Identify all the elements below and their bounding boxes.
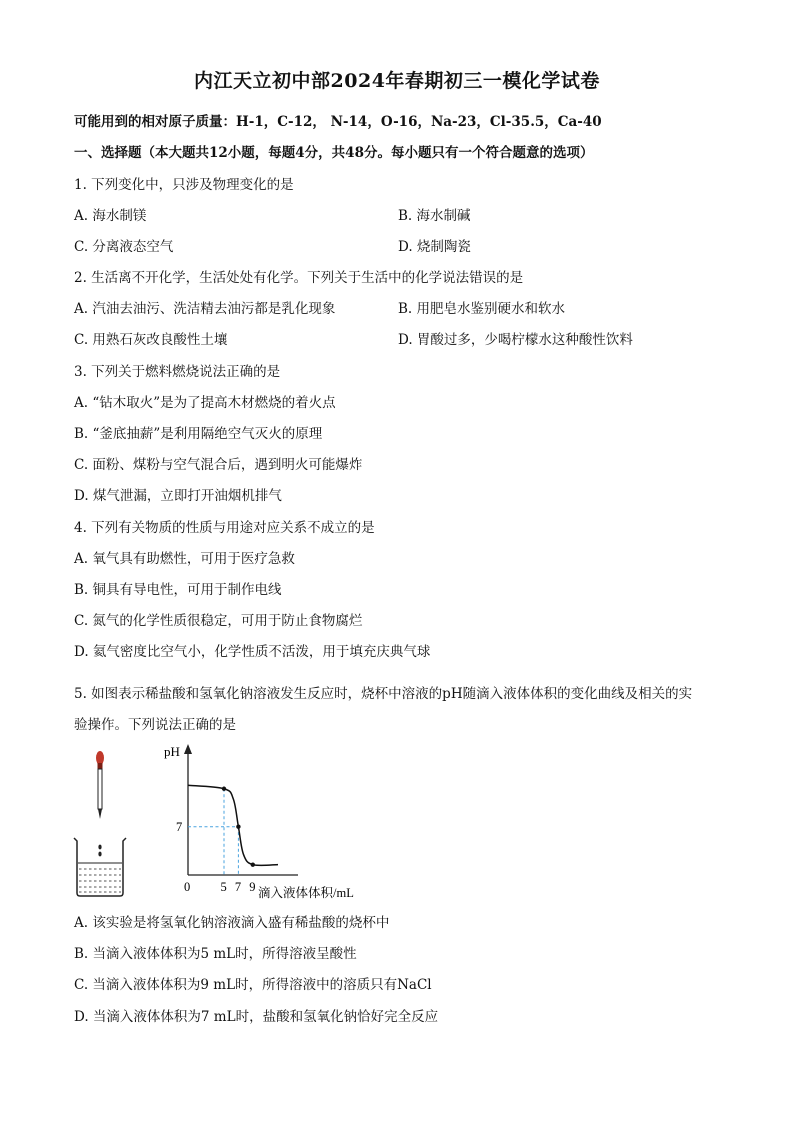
q4-option-a: A. 氧气具有助燃性，可用于医疗急救 bbox=[74, 551, 295, 567]
section-heading: 一、选择题（本大题共12小题，每题4分，共48分。每小题只有一个符合题意的选项） bbox=[74, 145, 594, 161]
y-tick-labels bbox=[176, 820, 182, 834]
curve-marker-1 bbox=[236, 825, 240, 829]
q2-option-d: D. 胃酸过多，少喝柠檬水这种酸性饮料 bbox=[398, 332, 633, 348]
curve-marker-2 bbox=[251, 862, 255, 866]
q1-option-c: C. 分离液态空气 bbox=[74, 239, 174, 255]
curve-marker-0 bbox=[222, 787, 226, 791]
q4-stem: 4. 下列有关物质的性质与用途对应关系不成立的是 bbox=[74, 520, 375, 536]
q3-option-d: D. 煤气泄漏，立即打开油烟机排气 bbox=[74, 488, 282, 504]
q1-option-d: D. 烧制陶瓷 bbox=[398, 239, 471, 255]
q5-option-d: D. 当滴入液体体积为7 mL时，盐酸和氢氧化钠恰好完全反应 bbox=[74, 1009, 439, 1025]
q2-option-b: B. 用肥皂水鉴别硬水和软水 bbox=[398, 301, 566, 317]
q2-stem: 2. 生活离不开化学，生活处处有化学。下列关于生活中的化学说法错误的是 bbox=[74, 270, 524, 286]
q5-stem-line2: 验操作。下列说法正确的是 bbox=[74, 717, 236, 733]
q5-option-b: B. 当滴入液体体积为5 mL时，所得溶液呈酸性 bbox=[74, 946, 357, 962]
q2-option-c: C. 用熟石灰改良酸性土壤 bbox=[74, 332, 228, 348]
exam-title: 内江天立初中部2024年春期初三一模化学试卷 bbox=[194, 70, 600, 92]
x-tick-9: 9 bbox=[249, 880, 256, 894]
q5-option-a: A. 该实验是将氢氧化钠溶液滴入盛有稀盐酸的烧杯中 bbox=[74, 915, 390, 931]
ph-curve bbox=[188, 785, 278, 865]
q5-figure bbox=[60, 735, 400, 905]
origin-label: 0 bbox=[184, 880, 191, 894]
q1-stem: 1. 下列变化中，只涉及物理变化的是 bbox=[74, 177, 294, 193]
y-axis-label: pH bbox=[164, 744, 180, 759]
q5-option-c: C. 当滴入液体体积为9 mL时，所得溶液中的溶质只有NaCl bbox=[74, 977, 432, 993]
x-tick-labels bbox=[221, 880, 256, 894]
q4-option-b: B. 铜具有导电性，可用于制作电线 bbox=[74, 582, 282, 598]
q1-option-b: B. 海水制碱 bbox=[398, 208, 471, 224]
guide-lines bbox=[188, 789, 238, 875]
q3-option-c: C. 面粉、煤粉与空气混合后，遇到明火可能爆炸 bbox=[74, 457, 363, 473]
x-tick-5: 5 bbox=[220, 880, 227, 894]
q3-option-a: A. “钻木取火”是为了提高木材燃烧的着火点 bbox=[74, 395, 336, 411]
chart-axes bbox=[184, 744, 298, 875]
q2-option-a: A. 汽油去油污、洗洁精去油污都是乳化现象 bbox=[74, 301, 336, 317]
q3-stem: 3. 下列关于燃料燃烧说法正确的是 bbox=[74, 364, 281, 380]
drop-icons bbox=[98, 845, 101, 857]
q4-option-d: D. 氦气密度比空气小，化学性质不活泼，用于填充庆典气球 bbox=[74, 644, 431, 660]
atomic-masses: 可能用到的相对原子质量：H-1，C-12， N-14，O-16，Na-23，Cl-35.5，Ca-40 bbox=[74, 114, 602, 130]
q1-option-a: A. 海水制镁 bbox=[74, 208, 147, 224]
x-tick-7: 7 bbox=[234, 880, 242, 894]
q5-stem-line1: 5. 如图表示稀盐酸和氢氧化钠溶液发生反应时，烧杯中溶液的pH随滴入液体体积的变化曲线及相关的实 bbox=[74, 686, 693, 702]
dropper-icon bbox=[96, 751, 104, 819]
q3-option-b: B. “釜底抽薪”是利用隔绝空气灭火的原理 bbox=[74, 426, 323, 442]
y-tick-7: 7 bbox=[176, 820, 183, 835]
q4-option-c: C. 氮气的化学性质很稳定，可用于防止食物腐烂 bbox=[74, 613, 363, 629]
x-axis-label: 滴入液体体积/mL bbox=[258, 886, 354, 900]
